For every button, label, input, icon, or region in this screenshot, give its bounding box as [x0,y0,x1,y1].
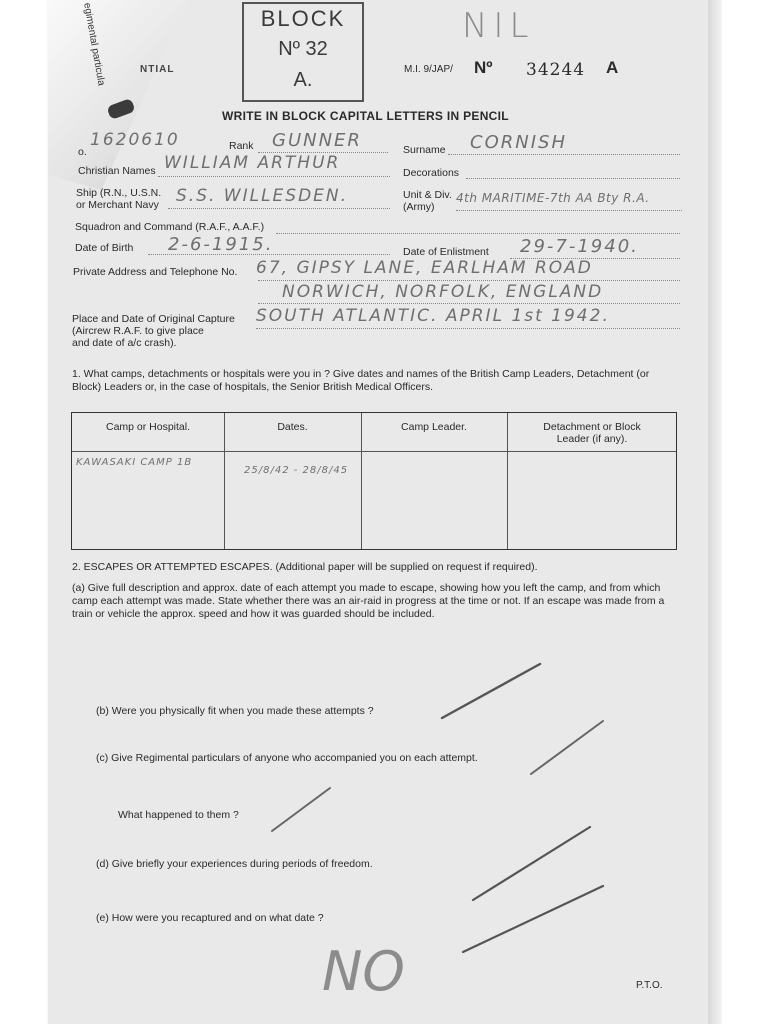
unit-label-2: (Army) [403,201,435,213]
stamp-line-1: BLOCK [260,6,346,31]
question-2e: (e) How were you recaptured and on what date ? [96,912,324,924]
stamp-line-3: A. [293,69,313,91]
stamp-line-2: Nº 32 [278,38,328,60]
form-number-suffix: A [606,58,619,77]
address-value-1: 67, GIPSY LANE, EARLHAM ROAD [256,258,593,278]
form-heading: WRITE IN BLOCK CAPITAL LETTERS IN PENCIL [222,109,509,123]
form-code: M.I. 9/JAP/ [404,64,453,75]
form-number: 34244 [526,60,586,80]
table-cell-dates: 25/8/42 - 28/8/45 [244,465,349,476]
date-of-birth-value: 2-6-1915. [168,234,274,255]
pencil-annotation-nil: NIL [462,6,535,46]
rank-value: GUNNER [272,130,362,151]
ship-value: S.S. WILLESDEN. [176,186,349,206]
capture-value: SOUTH ATLANTIC. APRIL 1st 1942. [256,306,610,326]
service-number-value: 1620610 [90,130,180,150]
capture-label-2: (Aircrew R.A.F. to give place [72,325,204,337]
address-label: Private Address and Telephone No. [73,266,238,278]
christian-names-label: Christian Names [78,165,156,177]
pencil-stroke-c [531,721,603,774]
question-2: 2. ESCAPES OR ATTEMPTED ESCAPES. (Additional paper will be supplied on request if required). [72,561,538,573]
ship-label-2: or Merchant Navy [76,199,159,211]
pencil-stroke-e [463,886,603,952]
question-2b: (b) Were you physically fit when you made these attempts ? [96,705,374,717]
enlistment-value: 29-7-1940. [520,236,639,257]
table-cell-camp: KAWASAKI CAMP 1B [76,457,193,468]
pencil-stroke-c2 [272,788,330,831]
capture-label-1: Place and Date of Original Capture [72,313,235,325]
unit-label-1: Unit & Div. [403,189,452,201]
surname-value: CORNISH [470,132,567,153]
address-value-2: NORWICH, NORFOLK, ENGLAND [282,282,604,302]
squadron-label: Squadron and Command (R.A.F., A.A.F.) [75,221,265,233]
rank-label: Rank [229,140,254,152]
date-of-birth-label: Date of Birth [75,242,134,254]
pencil-stroke-d [473,827,590,900]
question-1: 1. What camps, detachments or hospitals were you in ? Give dates and names of the British Camp Leaders, Detachment (or Block) Leaders or, in the case of hospitals, the Senior British Medical Officers. [72,368,650,393]
folded-corner-text: egimental particula [81,2,107,87]
question-2a: (a) Give full description and approx. date of each attempt you made to escape, showing how you left the camp, and from which camp each attempt was made. State whether there was an air-raid in progress at the time or not. If an escape was made from a train or vehicle the approx. speed and how it was guarded should be included. [72,582,665,620]
unit-value: 4th MARITIME-7th AA Bty R.A. [456,191,650,205]
table-header-dates: Dates. [277,421,308,433]
table-header-block-leader: Detachment or Block Leader (if any). [543,421,641,445]
capture-label-3: and date of a/c crash). [72,337,177,349]
number-field-label: o. [78,146,87,158]
partially-hidden-label: NTIAL [140,64,175,75]
surname-label: Surname [403,144,446,156]
table-header-camp: Camp or Hospital. [105,421,191,433]
number-label: Nº [474,58,493,77]
table-header-camp-leader: Camp Leader. [401,421,467,433]
enlistment-label: Date of Enlistment [403,246,489,258]
pencil-annotation-no: NO [322,940,405,1003]
decorations-label: Decorations [403,167,460,179]
christian-names-value: WILLIAM ARTHUR [164,153,341,173]
pencil-stroke-b [442,664,540,718]
question-2d: (d) Give briefly your experiences during periods of freedom. [96,858,373,870]
ship-label-1: Ship (R.N., U.S.N. [76,187,162,199]
question-2c: (c) Give Regimental particulars of anyone who accompanied you on each attempt. [96,752,478,764]
please-turn-over: P.T.O. [636,980,663,991]
question-2c-followup: What happened to them ? [118,809,239,821]
